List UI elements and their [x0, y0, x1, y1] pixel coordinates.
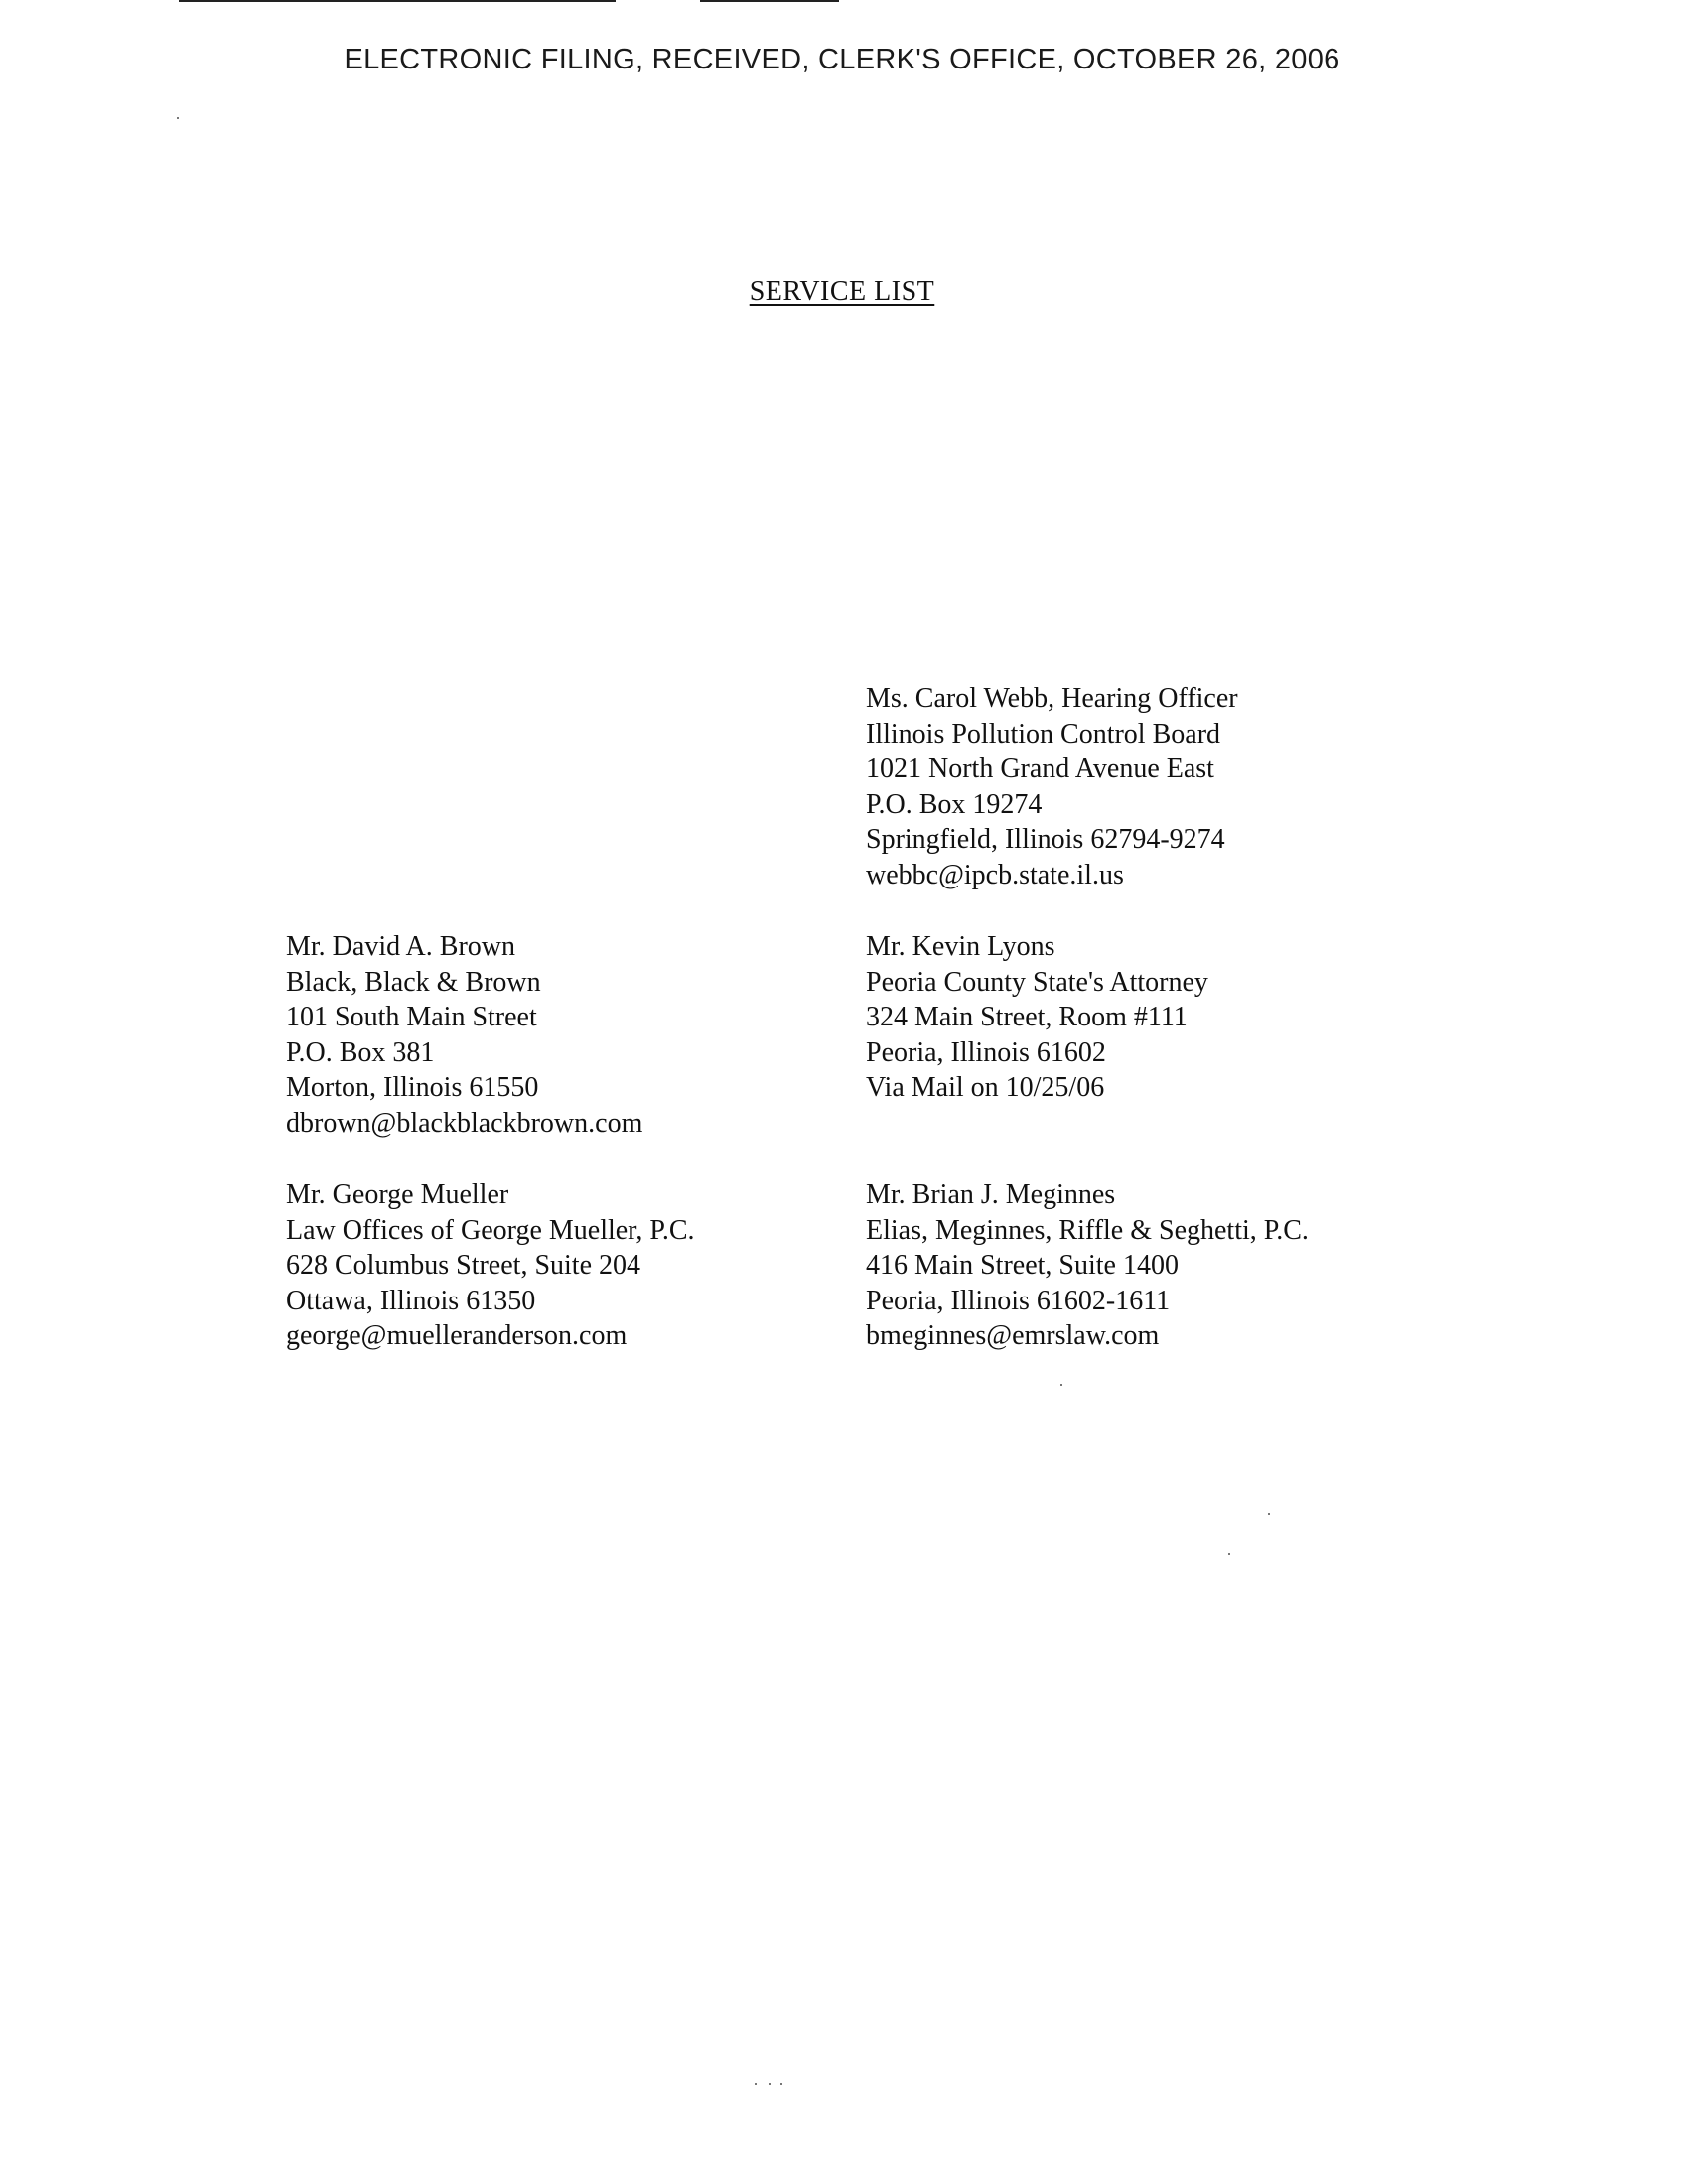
- recipient-city: Morton, Illinois 61550: [286, 1072, 539, 1103]
- recipient-city: Peoria, Illinois 61602-1611: [866, 1285, 1171, 1316]
- recipient-po-box: P.O. Box 381: [286, 1036, 435, 1068]
- scan-speck: [769, 2083, 771, 2085]
- recipient-city: Springfield, Illinois 62794-9274: [866, 824, 1225, 855]
- recipient-organization: Elias, Meginnes, Riffle & Seghetti, P.C.: [866, 1214, 1309, 1246]
- recipient-email: dbrown@blackblackbrown.com: [286, 1107, 643, 1139]
- scan-speck: [1060, 1384, 1062, 1386]
- recipient-po-box: P.O. Box 19274: [866, 788, 1043, 820]
- recipient-webb: [866, 681, 1238, 892]
- recipient-lyons: [866, 929, 1208, 1106]
- recipient-city: Ottawa, Illinois 61350: [286, 1285, 536, 1316]
- scan-speck: [1228, 1553, 1230, 1555]
- scan-artifact-line: [700, 0, 839, 2]
- scan-speck: [1268, 1513, 1270, 1515]
- scan-speck: [780, 2083, 782, 2085]
- recipient-organization: Black, Black & Brown: [286, 966, 541, 998]
- recipient-name: Mr. George Mueller: [286, 1179, 509, 1210]
- page-title: SERVICE LIST: [749, 276, 935, 307]
- recipient-street: 324 Main Street, Room #111: [866, 1002, 1188, 1032]
- recipient-email: webbc@ipcb.state.il.us: [866, 859, 1124, 890]
- scan-artifact-line: [179, 0, 616, 2]
- recipient-email: bmeginnes@emrslaw.com: [866, 1320, 1160, 1351]
- recipient-organization: Law Offices of George Mueller, P.C.: [286, 1214, 695, 1246]
- recipient-meginnes: [866, 1177, 1309, 1354]
- recipient-name: Mr. Brian J. Meginnes: [866, 1179, 1116, 1210]
- recipient-name: Ms. Carol Webb, Hearing Officer: [866, 683, 1238, 714]
- scan-speck: [755, 2083, 757, 2085]
- recipient-organization: Peoria County State's Attorney: [866, 966, 1208, 998]
- recipient-street: 101 South Main Street: [286, 1002, 537, 1032]
- recipient-name: Mr. David A. Brown: [286, 931, 515, 962]
- filing-stamp: ELECTRONIC FILING, RECEIVED, CLERK'S OFFICE, OCTOBER 26, 2006: [344, 44, 1340, 75]
- recipient-street: 628 Columbus Street, Suite 204: [286, 1250, 640, 1281]
- recipient-street: 416 Main Street, Suite 1400: [866, 1250, 1179, 1281]
- recipient-brown: [286, 929, 642, 1141]
- recipient-street: 1021 North Grand Avenue East: [866, 753, 1214, 784]
- scan-speck: [177, 117, 179, 119]
- recipient-organization: Illinois Pollution Control Board: [866, 718, 1221, 750]
- recipient-mueller: [286, 1177, 695, 1354]
- recipient-delivery-note: Via Mail on 10/25/06: [866, 1072, 1105, 1103]
- recipient-email: george@muelleranderson.com: [286, 1320, 628, 1351]
- recipient-name: Mr. Kevin Lyons: [866, 931, 1055, 962]
- recipient-city: Peoria, Illinois 61602: [866, 1036, 1106, 1068]
